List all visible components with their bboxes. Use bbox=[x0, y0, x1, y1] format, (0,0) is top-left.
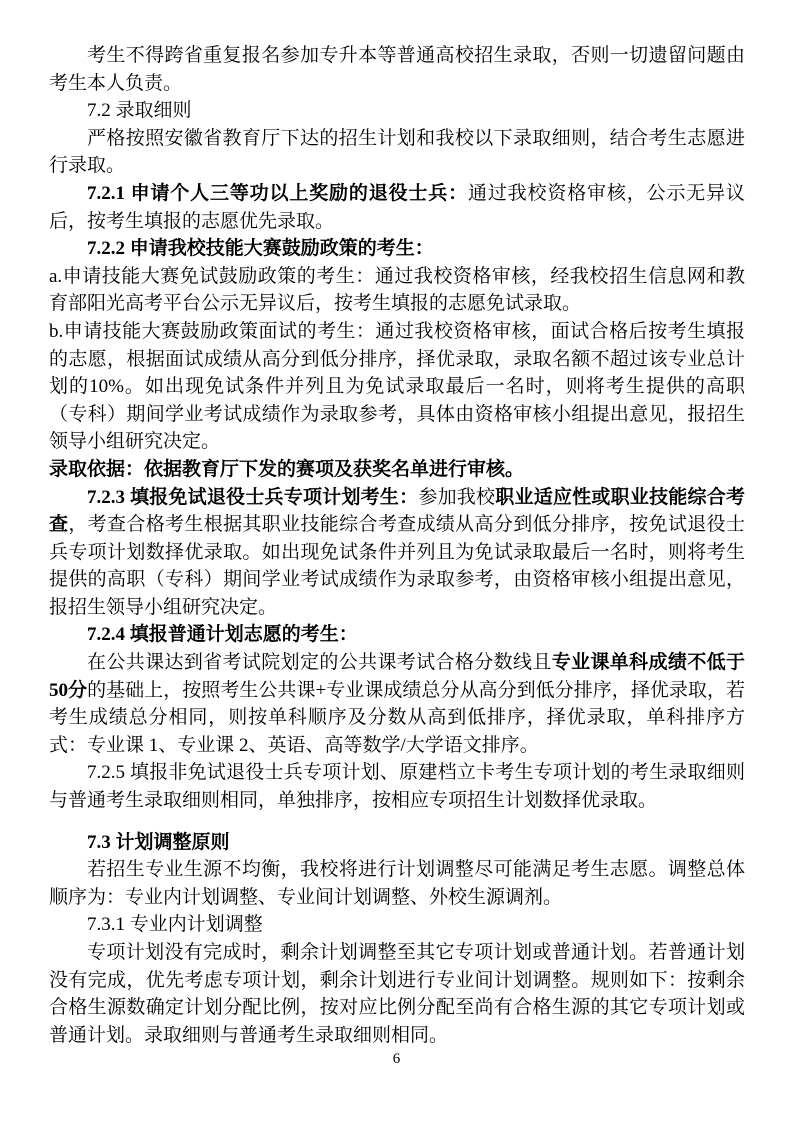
text-run: ，考查合格考生根据其职业技能综合考查成绩从高分到低分排序，按免试退役士兵专项计划数择优录取。如出现免试条件并列且为免试录取最后一名时，则将考生提供的高职（专科）期间学业考试成绩作为录取参考，由资格审核小组提出意见，报招生领导小组研究决定。 bbox=[49, 514, 745, 618]
text-run: 的基础上，按照考生公共课+专业课成绩总分从高分到低分排序，择优录取，若考生成绩总分相同，则按单科顺序及分数从高到低排序，择优录取，单科排序方式：专业课 1、专业课 2、英语、高等数学/大学语文排序。 bbox=[49, 679, 745, 756]
paragraph bbox=[49, 456, 745, 484]
text-run: a.申请技能大赛免试鼓励政策的考生：通过我校资格审核，经我校招生信息网和教育部阳光高考平台公示无异议后，按考生填报的志愿免试录取。 bbox=[49, 265, 745, 315]
document-body bbox=[49, 42, 745, 1049]
paragraph bbox=[49, 318, 745, 456]
text-run: 严格按照安徽省教育厅下达的招生计划和我校以下录取细则，结合考生志愿进行录取。 bbox=[49, 127, 745, 177]
paragraph bbox=[49, 759, 745, 814]
paragraph bbox=[49, 97, 745, 125]
paragraph bbox=[49, 235, 745, 263]
bold-text-run: 7.2.4 填报普通计划志愿的考生： bbox=[87, 624, 358, 646]
paragraph bbox=[49, 649, 745, 759]
text-run: 通过我校资格审核，公示无异议后，按考生填报的志愿优先录取。 bbox=[49, 182, 745, 232]
bold-text-run: 专业课单科成绩不低于 50分 bbox=[49, 652, 745, 701]
bold-text-run: 7.2.1 申请个人三等功以上奖励的退役士兵： bbox=[87, 182, 468, 204]
text-run: b.申请技能大赛鼓励政策面试的考生：通过我校资格审核，面试合格后按考生填报的志愿，根据面试成绩从高分到低分排序，择优录取，录取名额不超过该专业总计划的10%。如出现免试条件并列且为免试录取最后一名时，则将考生提供的高职（专科）期间学业考试成绩作为录取参考，具体由资格审核小组提出意见，报招生领导小组研究决定。 bbox=[49, 320, 745, 453]
text-run: 7.2 录取细则 bbox=[87, 100, 192, 122]
bold-text-run: 录取依据：依据教育厅下发的赛项及获奖名单进行审核。 bbox=[49, 458, 525, 480]
paragraph bbox=[49, 484, 745, 622]
paragraph bbox=[49, 180, 745, 235]
paragraph bbox=[49, 42, 745, 97]
text-run: 7.3.1 专业内计划调整 bbox=[87, 914, 263, 936]
bold-text-run: 职业适应性或职业技能综合考查 bbox=[49, 486, 745, 536]
paragraph bbox=[49, 939, 745, 1049]
page-number: 6 bbox=[392, 1051, 401, 1067]
text-run: 参加我校 bbox=[418, 486, 496, 508]
text-run: 在公共课达到省考试院划定的公共课考试合格分数线且 bbox=[87, 652, 552, 674]
bold-text-run: 7.3 计划调整原则 bbox=[87, 831, 230, 853]
bold-text-run: 7.2.2 申请我校技能大赛鼓励政策的考生： bbox=[87, 238, 434, 260]
text-run: 7.2.5 填报非免试退役士兵专项计划、原建档立卡考生专项计划的考生录取细则与普通考生录取细则相同，单独排序，按相应专项招生计划数择优录取。 bbox=[49, 762, 745, 812]
paragraph bbox=[49, 125, 745, 180]
paragraph bbox=[49, 621, 745, 649]
paragraph bbox=[49, 263, 745, 318]
bold-text-run: 7.2.3 填报免试退役士兵专项计划考生： bbox=[87, 486, 419, 508]
paragraph bbox=[49, 856, 745, 911]
paragraph bbox=[49, 911, 745, 939]
text-run: 考生不得跨省重复报名参加专升本等普通高校招生录取，否则一切遗留问题由考生本人负责。 bbox=[49, 45, 745, 94]
paragraph bbox=[49, 829, 745, 857]
text-run: 专项计划没有完成时，剩余计划调整至其它专项计划或普通计划。若普通计划没有完成，优先考虑专项计划，剩余计划进行专业间计划调整。规则如下：按剩余合格生源数确定计划分配比例，按对应比例分配至尚有合格生源的其它专项计划或普通计划。录取细则与普通考生录取细则相同。 bbox=[49, 942, 745, 1046]
text-run: 若招生专业生源不均衡，我校将进行计划调整尽可能满足考生志愿。调整总体顺序为：专业内计划调整、专业间计划调整、外校生源调剂。 bbox=[49, 859, 745, 908]
